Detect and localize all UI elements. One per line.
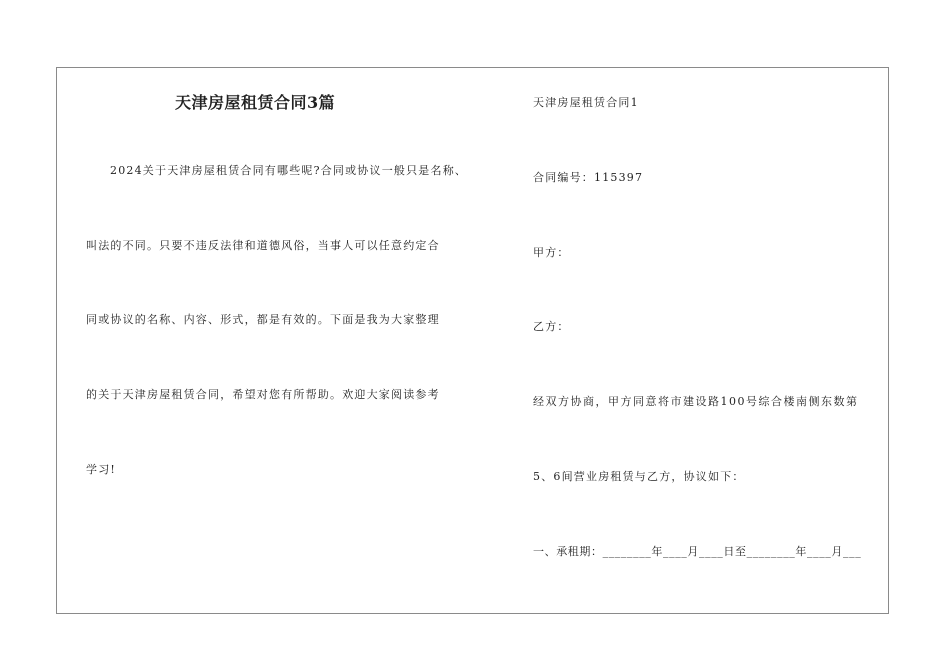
lease-term-line: 一、承租期：________年____月____日至________年____月___: [533, 545, 862, 558]
intro-line-1: 2024关于天津房屋租赁合同有哪些呢?合同或协议一般只是名称、: [110, 164, 468, 177]
contract-paragraph-2: 5、6间营业房租赁与乙方，协议如下：: [533, 470, 745, 483]
party-a-label: 甲方：: [533, 246, 570, 259]
intro-line-5: 学习!: [86, 463, 117, 476]
intro-line-3: 同或协议的名称、内容、形式，都是有效的。下面是我为大家整理: [86, 313, 440, 326]
contract-heading: 天津房屋租赁合同1: [533, 96, 639, 109]
contract-number: 合同编号：115397: [533, 171, 644, 184]
party-b-label: 乙方：: [533, 320, 570, 333]
contract-paragraph-1: 经双方协商，甲方同意将市建设路100号综合楼南侧东数第: [533, 395, 859, 408]
document-page: [56, 67, 889, 614]
document-title: 天津房屋租赁合同3篇: [175, 93, 336, 112]
intro-line-4: 的关于天津房屋租赁合同，希望对您有所帮助。欢迎大家阅读参考: [86, 388, 440, 401]
intro-line-2: 叫法的不同。只要不违反法律和道德风俗，当事人可以任意约定合: [86, 239, 440, 252]
